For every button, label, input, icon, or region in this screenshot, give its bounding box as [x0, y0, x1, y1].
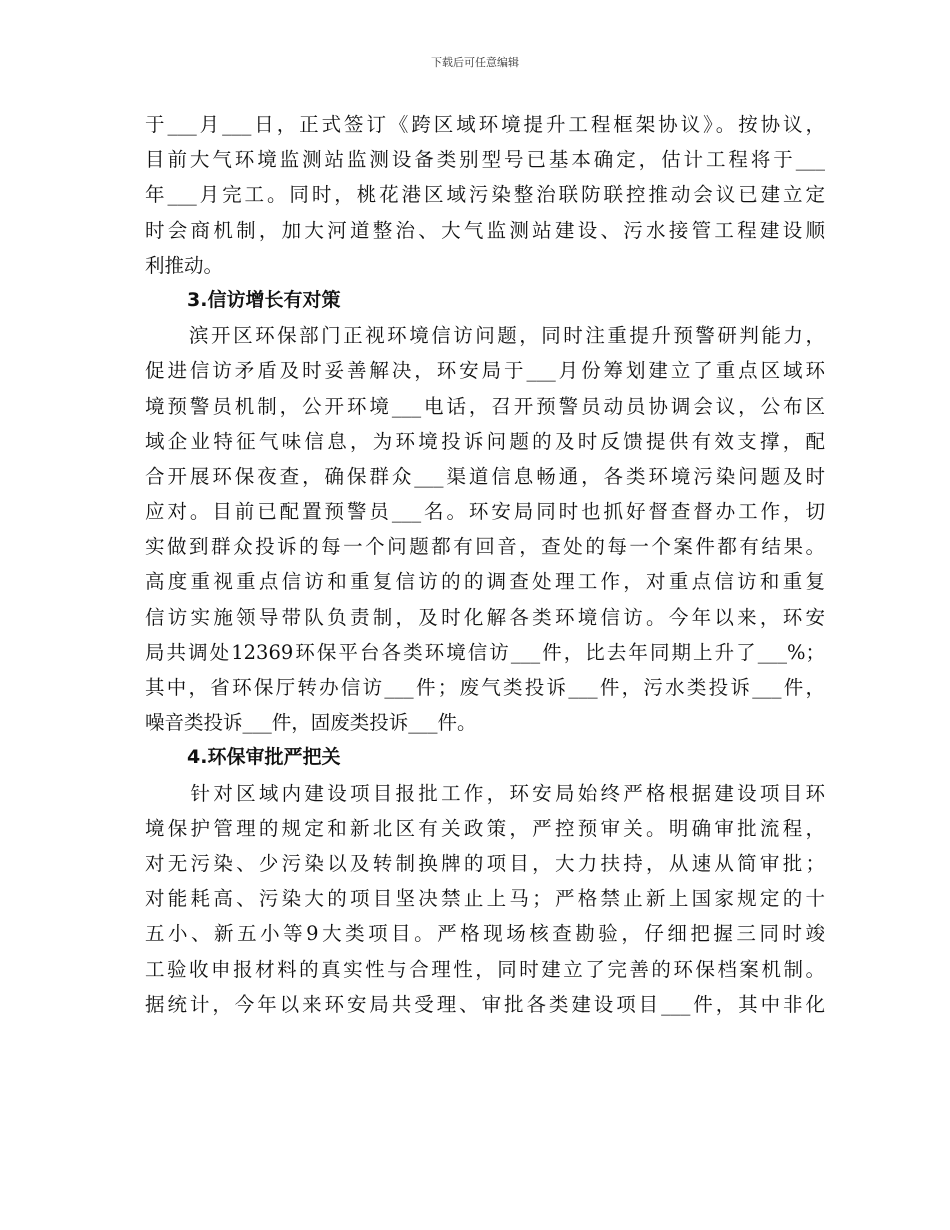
document-body: [145, 107, 825, 1022]
text-line: 时会商机制，加大河道整治、大气监测站建设、污水接管工程建设顺: [145, 218, 825, 242]
text-line: 年___月完工。同时，桃花港区域污染整治联防联控推动会议已建立定: [145, 183, 825, 207]
text-line: 利推动。: [145, 253, 224, 277]
text-line: 合开展环保夜查，确保群众___渠道信息畅通，各类环境污染问题及时: [145, 464, 825, 488]
text-line: 高度重视重点信访和重复信访的的调查处理工作，对重点信访和重复: [145, 570, 825, 594]
text-line: 滨开区环保部门正视环境信访问题，同时注重提升预警研判能力，: [145, 324, 825, 348]
text-line: 噪音类投诉___件，固废类投诉___件。: [145, 711, 477, 735]
text-line: 针对区域内建设项目报批工作，环安局始终严格根据建设项目环: [145, 781, 825, 805]
text-line: 域企业特征气味信息，为环境投诉问题的及时反馈提供有效支撑，配: [145, 429, 825, 453]
page-header: 下载后可任意编辑: [431, 56, 519, 69]
text-line: 促进信访矛盾及时妥善解决，环安局于___月份筹划建立了重点区域环: [145, 359, 825, 383]
text-line: 据统计，今年以来环安局共受理、审批各类建设项目___件，其中非化: [145, 992, 825, 1016]
text-line: 境保护管理的规定和新北区有关政策，严控预审关。明确审批流程，: [145, 816, 825, 840]
text-line: 实做到群众投诉的每一个问题都有回音，查处的每一个案件都有结果。: [145, 535, 825, 559]
text-line: 工验收申报材料的真实性与合理性，同时建立了完善的环保档案机制。: [145, 957, 825, 981]
section-heading: 3.信访增长有对策: [187, 288, 341, 311]
section-heading: 4.环保审批严把关: [187, 746, 341, 769]
text-line: 应对。目前已配置预警员___名。环安局同时也抓好督查督办工作，切: [145, 500, 825, 524]
text-line: 对无污染、少污染以及转制换牌的项目，大力扶持，从速从简审批；: [145, 851, 825, 875]
text-line: 境预警员机制，公开环境___电话，召开预警员动员协调会议，公布区: [145, 394, 825, 418]
text-line: 五小、新五小等9大类项目。严格现场核查勘验，仔细把握三同时竣: [145, 922, 825, 946]
text-line: 其中，省环保厅转办信访___件；废气类投诉___件，污水类投诉___件，: [145, 676, 825, 699]
text-line: 于___月___日，正式签订《跨区域环境提升工程框架协议》。按协议，: [145, 113, 825, 136]
text-line: 对能耗高、污染大的项目坚决禁止上马；严格禁止新上国家规定的十: [145, 887, 825, 911]
text-line: 信访实施领导带队负责制，及时化解各类环境信访。今年以来，环安: [145, 605, 825, 629]
text-line: 目前大气环境监测站监测设备类别型号已基本确定，估计工程将于___: [145, 148, 825, 172]
text-line: 局共调处12369环保平台各类环境信访___件，比去年同期上升了___%；: [145, 640, 825, 664]
